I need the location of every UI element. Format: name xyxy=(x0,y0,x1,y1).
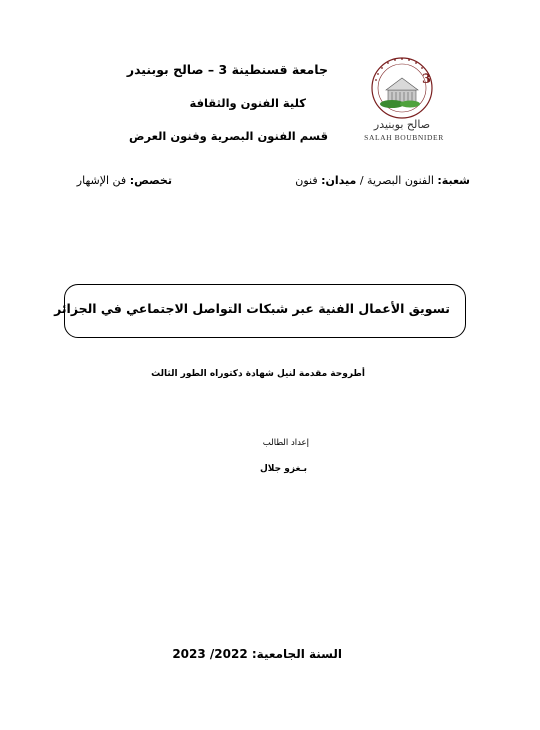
branch-value: الفنون البصرية / xyxy=(356,174,438,187)
university-seal-icon xyxy=(362,50,454,142)
thesis-title: تسويق الأعمال الفنية عبر شبكات التواصل الاجتماعي في الجزائر xyxy=(54,301,450,316)
svg-text:صالح بوبنيدر: صالح بوبنيدر xyxy=(373,118,431,131)
department-name: قسم الفنون البصرية وفنون العرض xyxy=(128,129,328,143)
student-name: بـغزو جلال xyxy=(260,464,307,474)
university-logo xyxy=(362,50,454,142)
svg-text:SALAH BOUBNIDER: SALAH BOUBNIDER xyxy=(364,133,444,142)
branch-label: شعبة: xyxy=(437,174,470,187)
field-label: ميدان: xyxy=(321,174,357,187)
faculty-name: كلية الفنون والثقافة xyxy=(189,96,306,110)
thesis-note: أطروحة مقدمة لنيل شهادة دكتوراه الطور الثالث xyxy=(151,369,365,379)
branch-field-line xyxy=(295,174,470,187)
university-name: جامعة قسنطينة 3 – صالح بوبنيدر xyxy=(126,62,328,77)
specialty-line xyxy=(77,174,172,187)
academic-year: السنة الجامعية: 2022/ 2023 xyxy=(172,647,342,661)
specialty-label: تخصص: xyxy=(129,174,172,187)
prepared-by-label: إعداد الطالب xyxy=(262,438,309,448)
svg-text:3: 3 xyxy=(422,72,432,87)
specialty-value: فن الإشهار xyxy=(76,174,130,187)
field-value: فنون xyxy=(295,174,322,187)
